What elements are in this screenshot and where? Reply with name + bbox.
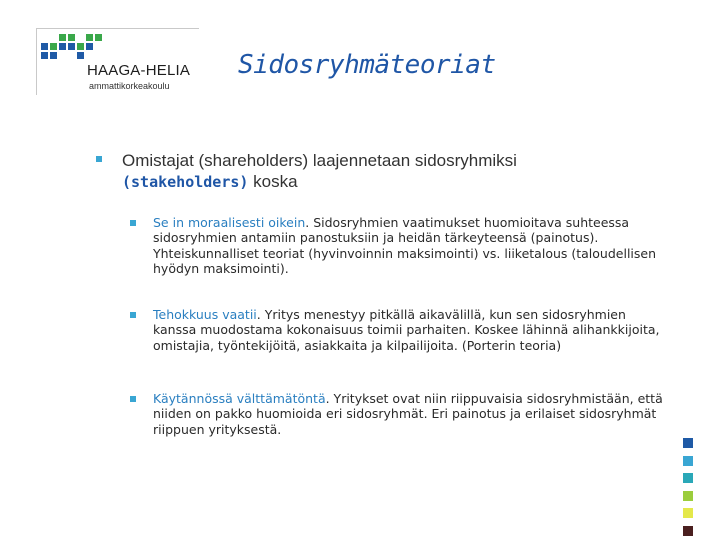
sub-bullet-body: . Sidosryhmien vaatimukset huomioitava suhteessa sidosryhmien antamiin panostuksiin ja heidän tärkeyteensä (painotus). Yhteiskunnalliset teoriat (hyvinvoinnin maksimointi) vs. liiketalous (taloudellisen hyödyn maksimointi). [153, 215, 657, 276]
sub-bullet-text [153, 307, 670, 353]
color-square [683, 456, 693, 466]
logo-name: HAAGA-HELIA [87, 62, 191, 79]
sub-bullet-body: . Yritykset ovat niin riippuvaisia sidosryhmistään, että niiden on pakko huomioida eri sidosryhmät. Eri painotus ja erilaiset sidosryhmät riippuen yrityksestä. [153, 391, 663, 437]
square-bullet-icon [96, 156, 102, 162]
sub-bullet-heading: Tehokkuus vaatii [153, 307, 257, 322]
slide-title: Sidosryhmäteoriat [238, 50, 496, 80]
main-text-before: Omistajat (shareholders) laajennetaan sidosryhmiksi [122, 151, 517, 170]
color-square [683, 491, 693, 501]
sub-bullet-point [130, 215, 670, 276]
sub-bullet-point [130, 307, 670, 353]
square-bullet-icon [130, 220, 136, 226]
color-square [683, 526, 693, 536]
main-text-after: koska [248, 172, 298, 191]
square-bullet-icon [130, 396, 136, 402]
logo-subtitle: ammattikorkeakoulu [89, 81, 170, 91]
color-square [683, 438, 693, 448]
color-square [683, 473, 693, 483]
main-bullet-text [122, 150, 656, 193]
sub-bullet-heading: Se in moraalisesti oikein [153, 215, 306, 230]
color-square [683, 508, 693, 518]
sub-bullet-text [153, 391, 670, 437]
sub-bullet-heading: Käytännössä välttämätöntä [153, 391, 326, 406]
square-bullet-icon [130, 312, 136, 318]
main-text-emphasis: (stakeholders) [122, 173, 249, 191]
sub-bullet-text [153, 215, 670, 276]
decorative-color-bar [683, 438, 693, 543]
sub-bullet-body: . Yritys menestyy pitkällä aikavälillä, kun sen sidosryhmien kanssa muodostama kokonaisuus toimii parhaiten. Koskee lähinnä alihankkijoita, omistajia, työntekijöitä, asiakkaita ja kilpailijoita. (Porterin teoria) [153, 307, 660, 353]
sub-bullet-point [130, 391, 670, 437]
logo-squares-icon [37, 29, 107, 65]
main-bullet-point [96, 150, 656, 193]
haaga-helia-logo [36, 28, 199, 95]
